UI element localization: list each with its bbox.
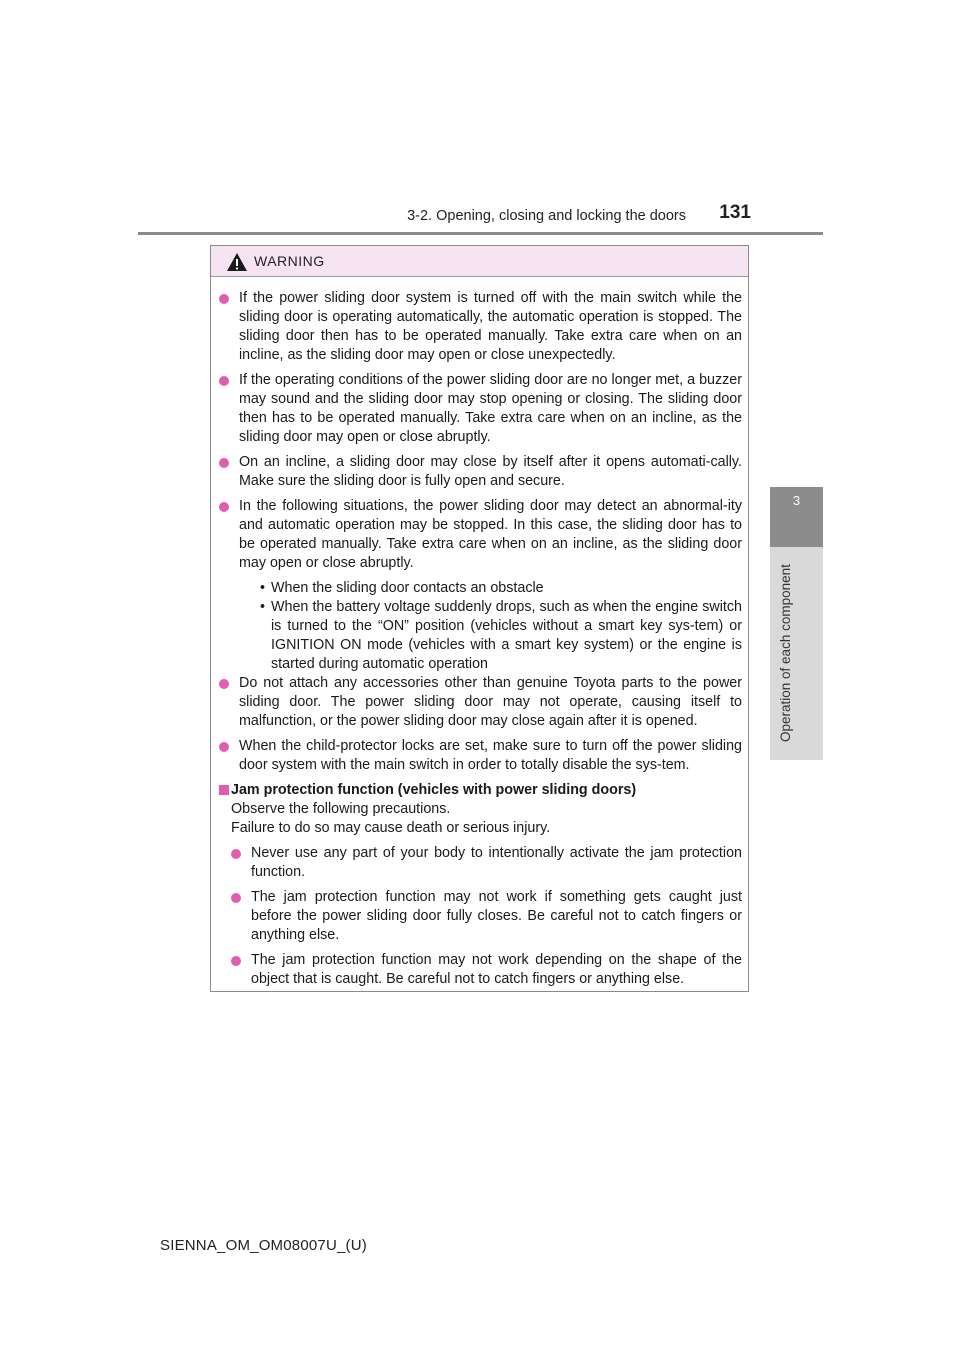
section-heading: Jam protection function (vehicles with power sliding doors) [219, 781, 742, 800]
jam-item: The jam protection function may not work if something gets caught just before the power sliding door fully closes. Be careful not to catch fingers or anything else. [219, 888, 742, 945]
bullet-icon [219, 294, 229, 304]
bullet-icon [219, 376, 229, 386]
section-title: 3-2. Opening, closing and locking the doors [407, 208, 686, 224]
chapter-title: Operation of each component [778, 564, 793, 743]
warning-item: On an incline, a sliding door may close by itself after it opens automati-cally. Make sure the sliding door is fully open and secure. [219, 453, 742, 491]
page-header [138, 200, 823, 234]
warning-title: WARNING [254, 253, 325, 269]
warning-triangle-icon [226, 252, 248, 272]
warning-header [211, 246, 748, 277]
header-rule [138, 232, 823, 235]
warning-item: Do not attach any accessories other than genuine Toyota parts to the power sliding door. The power sliding door may not operate, causing itself to malfunction, or the power sliding door may close again after it is opened. [219, 674, 742, 731]
bullet-icon [219, 458, 229, 468]
bullet-icon [231, 956, 241, 966]
sub-bullet-icon: • [260, 580, 266, 596]
jam-item: Never use any part of your body to intentionally activate the jam protection function. [219, 844, 742, 882]
sub-bullet-icon: • [260, 599, 266, 615]
jam-item: The jam protection function may not work depending on the shape of the object that is caught. Be careful not to catch fingers or anything else. [219, 951, 742, 989]
bullet-icon [219, 502, 229, 512]
bullet-icon [219, 742, 229, 752]
warning-item: In the following situations, the power sliding door may detect an abnormal-ity and automatic operation may be stopped. In this case, the sliding door has to be operated manually. Take extra care when on an incline, as the sliding door may open or close abruptly. • When the sliding door contacts an obstacle • When the battery voltage suddenly drops, such as when the engine switch is turned to the “ON” position (vehicles without a smart key sys-tem) or IGNITION ON mode (vehicles with a smart key system) or the engine is started during automatic operation [219, 497, 742, 674]
bullet-icon [231, 893, 241, 903]
bullet-icon [219, 679, 229, 689]
jam-list [219, 844, 742, 989]
sub-list-item: • When the sliding door contacts an obstacle [260, 580, 544, 596]
bullet-icon [231, 849, 241, 859]
chapter-number: 3 [792, 493, 801, 508]
warning-item: When the child-protector locks are set, make sure to turn off the power sliding door system with the main switch in order to totally disable the sys-tem. [219, 737, 742, 775]
section-intro: Observe the following precautions. Failure to do so may cause death or serious injury. [231, 801, 551, 836]
warning-item: If the operating conditions of the power sliding door are no longer met, a buzzer may sound and the sliding door may stop opening or closing. The sliding door then has to be operated manually. Take extra care when on an incline, as the sliding door may open or close abruptly. [219, 371, 742, 447]
page-number: 131 [719, 202, 751, 223]
sub-list-item: • When the battery voltage suddenly drops, such as when the engine switch is turned to the “ON” position (vehicles without a smart key sys-tem) or IGNITION ON mode (vehicles with a smart key system) or the engine is started during automatic operation [260, 599, 742, 672]
sub-list [239, 579, 742, 674]
square-bullet-icon [219, 785, 229, 795]
warning-body [211, 277, 748, 989]
chapter-tab[interactable] [770, 487, 823, 547]
warning-item: If the power sliding door system is turned off with the main switch while the sliding door is operating automatically, the automatic operation is stopped. The sliding door then has to be operated manually. Take extra care when on an incline, as the sliding door may open or close unexpectedly. [219, 289, 742, 365]
warning-box [210, 245, 749, 992]
document-code: SIENNA_OM_OM08007U_(U) [160, 1237, 367, 1254]
